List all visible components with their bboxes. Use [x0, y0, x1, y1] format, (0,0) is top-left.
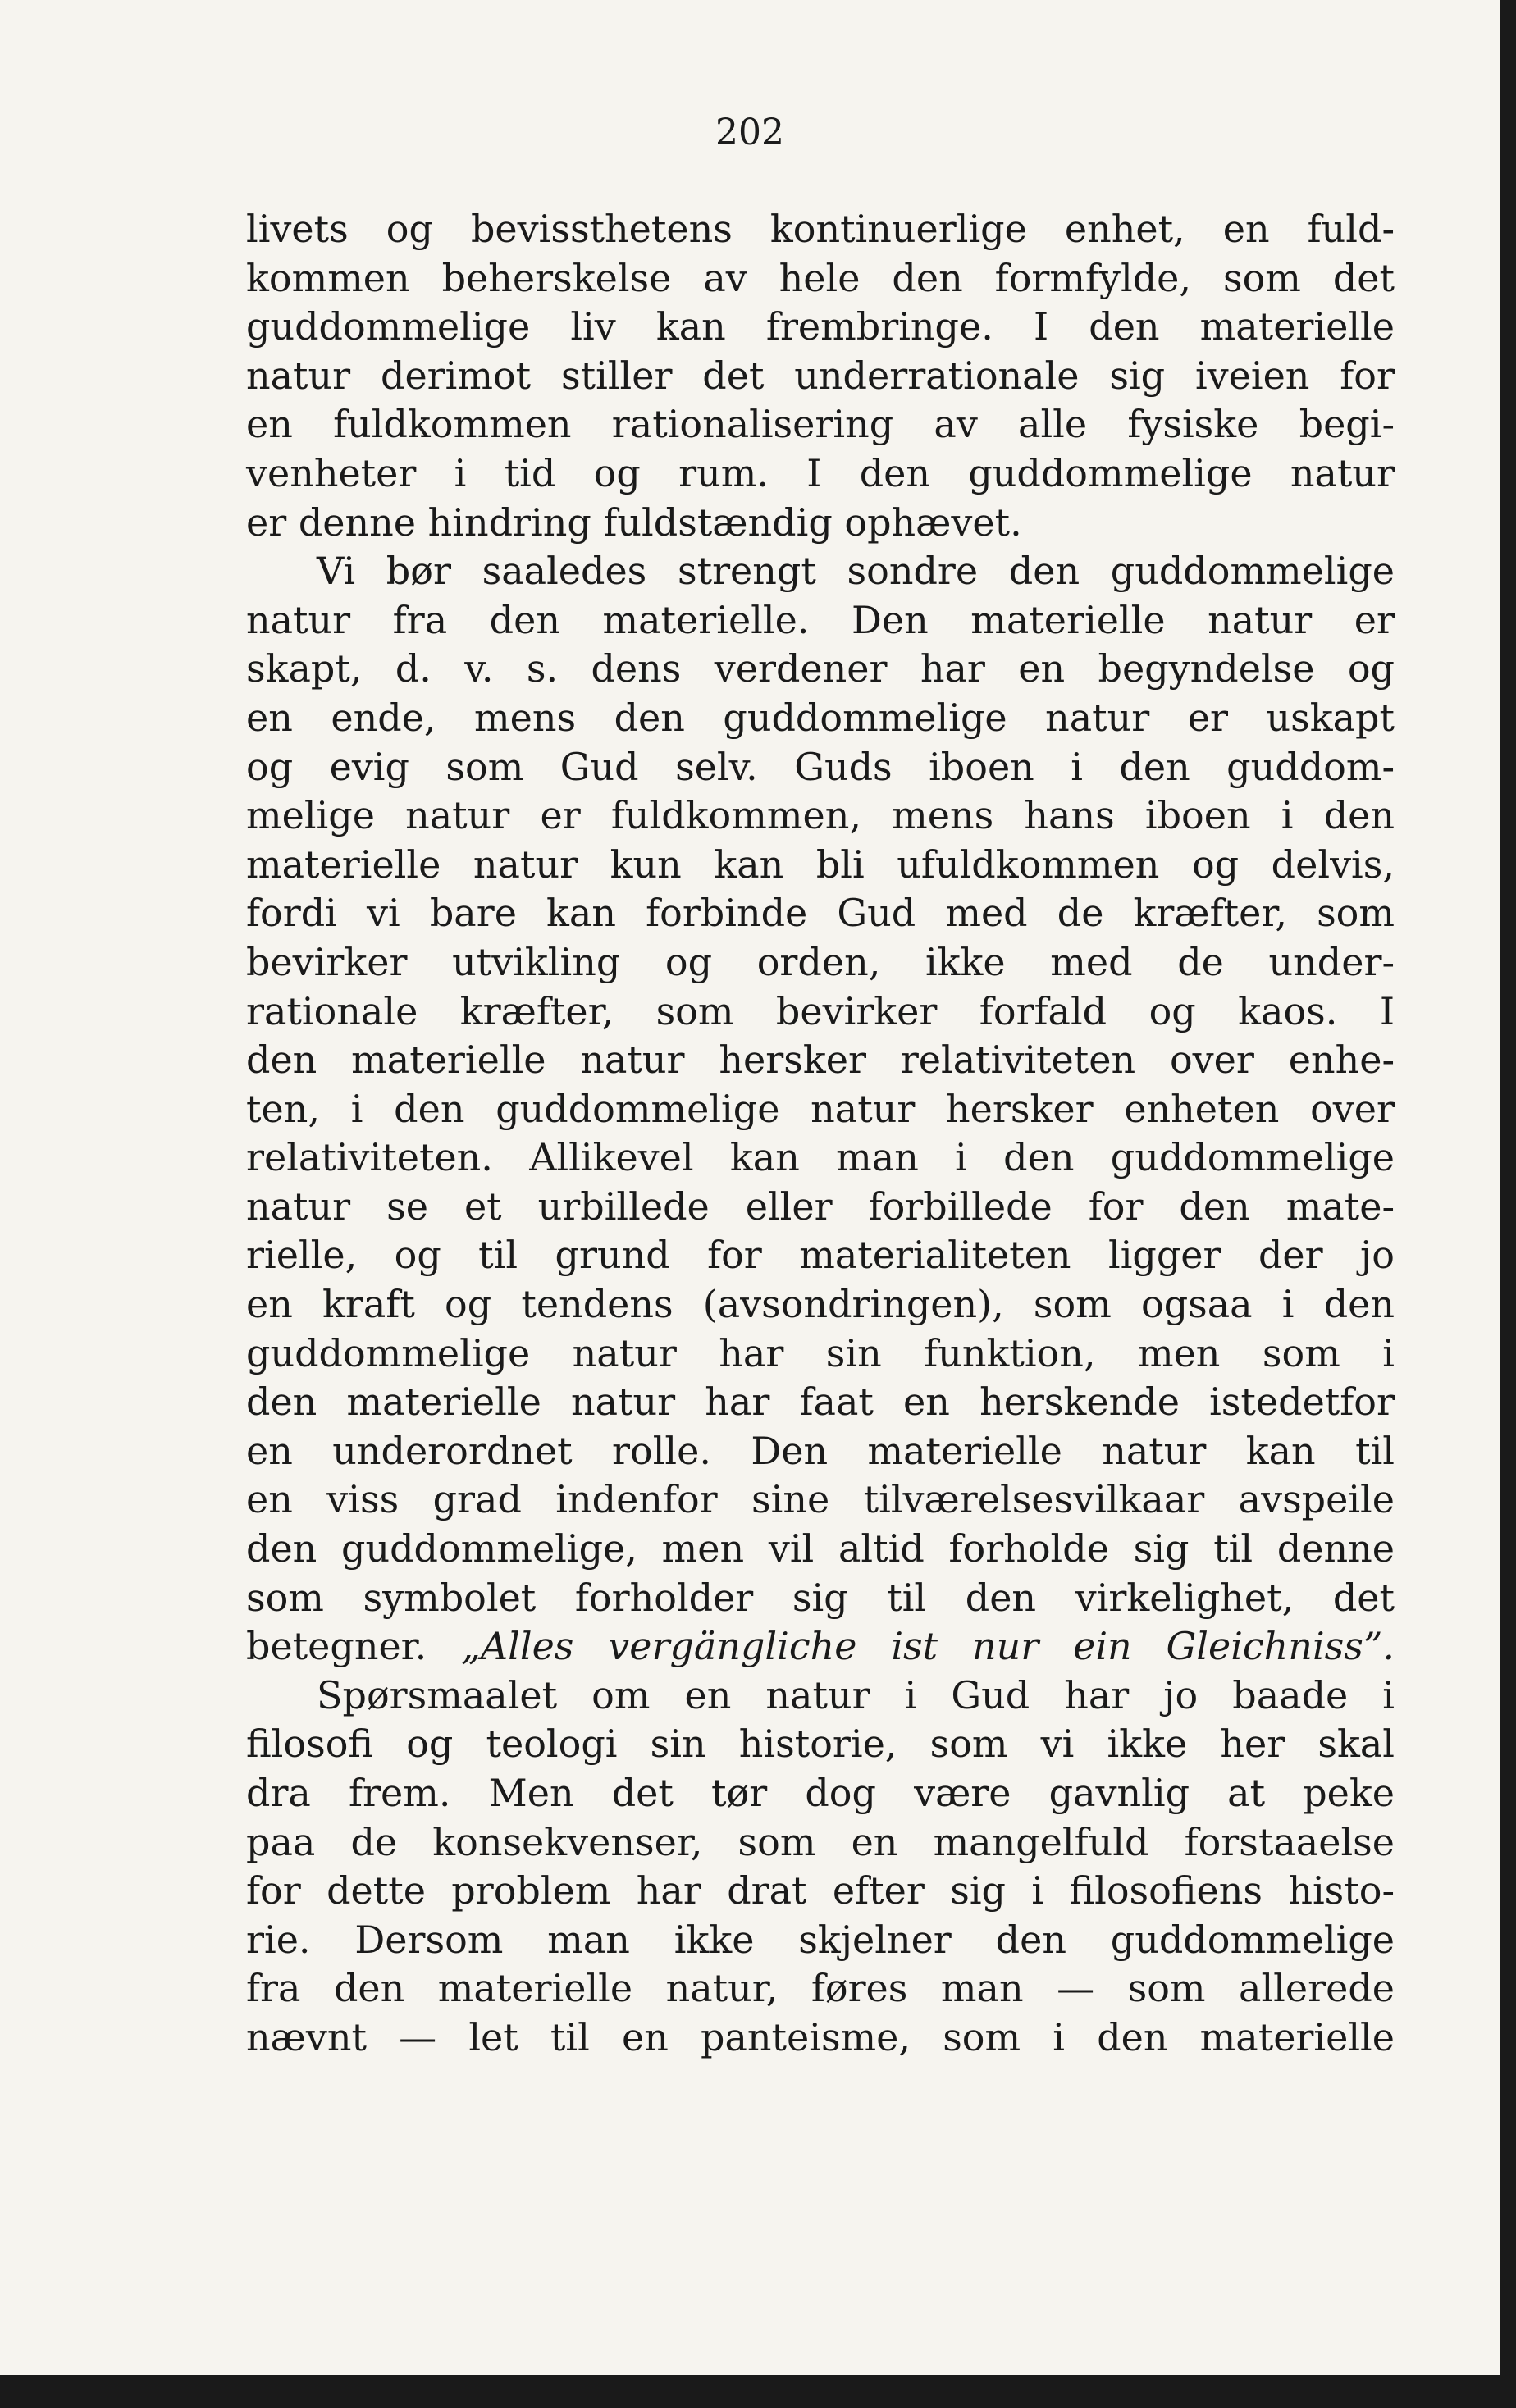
text-line — [246, 791, 1395, 841]
text-line — [246, 1133, 1395, 1183]
text-line — [246, 938, 1395, 987]
text-line — [246, 352, 1395, 401]
text-line — [246, 645, 1395, 694]
line-text: den materielle natur har faat en herskende istedetfor — [246, 1380, 1395, 1425]
line-text: kommen beherskelse av hele den formfylde, som det — [246, 255, 1395, 300]
line-text: rielle, og til grund for materialiteten ligger der jo — [246, 1233, 1395, 1278]
line-text: den materielle natur hersker relativiteten over enhe- — [246, 1038, 1395, 1083]
line-text: er denne hindring fuldstændig ophævet. — [246, 499, 1022, 545]
text-line — [246, 1183, 1395, 1232]
text-line — [246, 1622, 1395, 1671]
line-text: natur derimot stiller det underrationale sig iveien for — [246, 353, 1395, 398]
text-line — [246, 1964, 1395, 2014]
text-line — [246, 1818, 1395, 1868]
text-line — [246, 1036, 1395, 1085]
line-text: melige natur er fuldkommen, mens hans iboen i den — [246, 793, 1395, 838]
text-line — [246, 1378, 1395, 1427]
line-text: fordi vi bare kan forbinde Gud med de kræfter, som — [246, 891, 1395, 936]
text-line — [246, 1427, 1395, 1476]
line-text: natur fra den materielle. Den materielle natur er — [246, 597, 1395, 642]
text-line — [246, 743, 1395, 792]
line-text: betegner. — [246, 1624, 427, 1669]
text-line — [246, 694, 1395, 743]
line-text: skapt, d. v. s. dens verdener har en begyndelse og — [246, 646, 1395, 691]
text-line — [246, 889, 1395, 938]
body-text — [246, 205, 1395, 2063]
text-line — [246, 1085, 1395, 1134]
text-line — [246, 2014, 1395, 2063]
line-text: Spørsmaalet om en natur i Gud har jo baade i — [317, 1672, 1395, 1717]
line-text: en ende, mens den guddommelige natur er uskapt — [246, 695, 1395, 740]
line-text: guddommelige liv kan frembringe. I den materielle — [246, 304, 1395, 349]
line-text: for dette problem har drat efter sig i filosofiens histo- — [246, 1868, 1395, 1913]
italic-quote: „Alles vergängliche ist nur ein Gleichniss”. — [461, 1624, 1395, 1669]
text-line — [246, 1475, 1395, 1525]
line-text: rie. Dersom man ikke skjelner den guddommelige — [246, 1917, 1395, 1962]
line-text: venheter i tid og rum. I den guddommelige natur — [246, 450, 1395, 495]
text-line — [246, 254, 1395, 303]
text-line — [246, 841, 1395, 890]
text-line — [246, 1329, 1395, 1379]
text-line — [246, 449, 1395, 499]
text-line — [246, 499, 1395, 548]
text-line — [246, 1867, 1395, 1916]
line-text: livets og bevissthetens kontinuerlige enhet, en fuld- — [246, 207, 1395, 251]
text-line — [246, 1769, 1395, 1818]
line-text: den guddommelige, men vil altid forholde sig til denne — [246, 1526, 1395, 1571]
line-text: en kraft og tendens (avsondringen), som ogsaa i den — [246, 1282, 1395, 1327]
text-line — [246, 1525, 1395, 1574]
text-line — [246, 1574, 1395, 1623]
line-text: paa de konsekvenser, som en mangelfuld forstaaelse — [246, 1819, 1395, 1864]
line-text: en underordnet rolle. Den materielle natur kan til — [246, 1428, 1395, 1473]
text-line — [246, 1671, 1395, 1721]
text-line — [246, 1916, 1395, 1965]
text-line — [246, 547, 1395, 596]
line-text: ten, i den guddommelige natur hersker enheten over — [246, 1086, 1395, 1131]
text-line — [246, 400, 1395, 449]
text-line — [246, 596, 1395, 645]
line-text: som symbolet forholder sig til den virkelighet, det — [246, 1575, 1395, 1620]
text-line — [246, 1231, 1395, 1280]
line-text: guddommelige natur har sin funktion, men som i — [246, 1330, 1395, 1375]
line-text: fra den materielle natur, føres man — som allerede — [246, 1966, 1395, 2011]
line-text: materielle natur kun kan bli ufuldkommen og delvis, — [246, 841, 1395, 887]
line-text: rationale kræfter, som bevirker forfald og kaos. I — [246, 988, 1395, 1033]
text-line — [246, 303, 1395, 352]
line-text: nævnt — let til en panteisme, som i den materielle — [246, 2014, 1395, 2059]
line-text: natur se et urbillede eller forbillede for den mate- — [246, 1183, 1395, 1229]
page-number: 202 — [715, 112, 784, 153]
line-text: Vi bør saaledes strengt sondre den guddommelige — [317, 549, 1395, 594]
line-text: bevirker utvikling og orden, ikke med de under- — [246, 939, 1395, 984]
line-text: og evig som Gud selv. Guds iboen i den guddom- — [246, 744, 1395, 789]
text-line — [246, 1280, 1395, 1329]
text-line — [246, 1720, 1395, 1769]
line-text: en fuldkommen rationalisering av alle fysiske begi- — [246, 402, 1395, 447]
line-text: dra frem. Men det tør dog være gavnlig at peke — [246, 1771, 1395, 1815]
text-line — [246, 205, 1395, 254]
line-text: en viss grad indenfor sine tilværelsesvilkaar avspeile — [246, 1477, 1395, 1522]
line-text: filosofi og teologi sin historie, som vi ikke her skal — [246, 1722, 1395, 1767]
text-line — [246, 987, 1395, 1037]
line-text: relativiteten. Allikevel kan man i den guddommelige — [246, 1135, 1395, 1180]
